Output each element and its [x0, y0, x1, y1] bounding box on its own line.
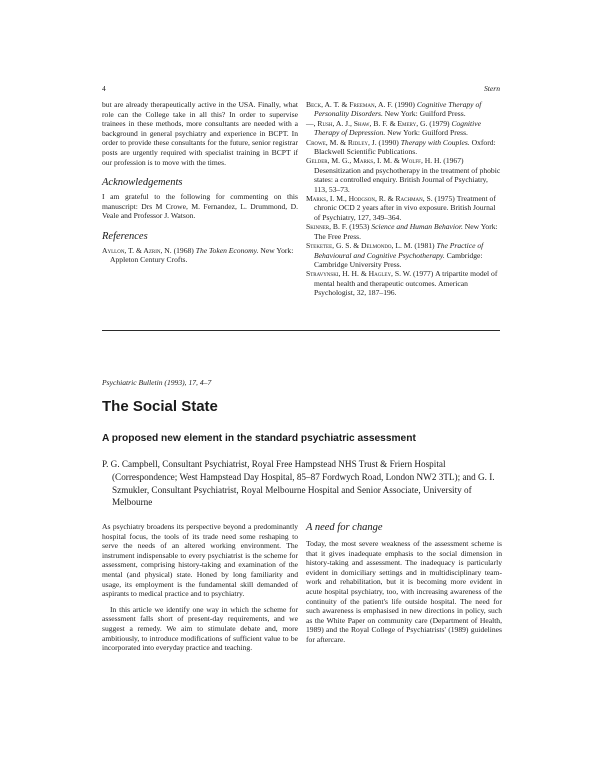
prev-left-column: [102, 100, 298, 265]
reference-entry: [102, 246, 298, 265]
reference-title: Science and Human Behavior.: [371, 222, 463, 232]
reference-details: New York: Appleton Century Crofts.: [110, 245, 294, 265]
reference-entry: [306, 269, 502, 297]
need-for-change-paragraph: Today, the most severe weakness of the assessment scheme is that it gives inadequate emphasis to the social dimension in history-taking and assessment. The inadequacy is particularly evident in domiciliary settings and in multidisciplinary team-work and rehabilitation, but it is becoming more evident in acute hospital psychiatry, too, with increasing awareness of the continuity of the patient's life outside hospital. The need for such awareness is emphasised in new directions in policy, such as the White Paper on community care (Department of Health, 1989) and the Royal College of Psychiatrists' (1989) guidelines for aftercare.: [306, 539, 502, 644]
references-list-right: [306, 100, 502, 298]
reference-authors: Beck, A. T. & Freeman, A. F. (1990): [306, 100, 417, 109]
journal-citation: Psychiatric Bulletin (1993), 17, 4–7: [102, 378, 212, 387]
reference-entry: [306, 156, 502, 194]
reference-authors: Stravynski, H. H. & Hagley, S. W. (1977): [306, 269, 436, 279]
reference-authors: —, Rush, A. J., Shaw, B. F. & Emery, G. (1979): [306, 118, 452, 128]
reference-entry: [306, 119, 502, 138]
reference-title: Cognitive Therapy of Personality Disorders.: [314, 100, 482, 119]
reference-title: The Token Economy.: [195, 245, 259, 255]
article-right-column: [306, 522, 502, 645]
reference-details: New York: The Free Press.: [314, 222, 498, 241]
intro-paragraph-2: In this article we identify one way in which the scheme for assessment falls short of present-day requirements, and we suggest a remedy. We aim to stimulate debate and, more ambitiously, to introduce modifications of sufficient value to be incorporated into everyday practice and teaching.: [102, 604, 298, 653]
reference-authors: Marks, I. M., Hodgson, R. & Rachman, S. (1975): [306, 194, 457, 204]
reference-entry: [306, 241, 502, 269]
reference-authors: Skinner, B. F. (1953): [306, 222, 372, 232]
acknowledgements-heading: Acknowledgements: [102, 177, 183, 189]
acknowledgements-text: I am grateful to the following for commenting on this manuscript: Drs M Crowe, M. Fernandez, L. Drummond, D. Veale and Professor J. Watson.: [102, 192, 298, 221]
article-title: The Social State: [102, 398, 218, 415]
reference-details: A tripartite model of mental health and therapeutic outcomes. American Psychologist, 32, 187–196.: [314, 269, 498, 298]
reference-entry: [306, 138, 502, 157]
reference-title: The Practice of Behavioural and Cognitive Psychotherapy.: [314, 241, 484, 260]
running-head: Stern: [483, 84, 500, 93]
prev-right-column: [306, 100, 502, 298]
author-affiliations: P. G. Campbell, Consultant Psychiatrist, Royal Free Hampstead NHS Trust & Friern Hospital (Correspondence; West Hampstead Day Hospital, 85–87 Fordwych Road, London NW2 3TL); and G. I. Szmukler, Consultant Psychiatrist, Royal Melbourne Hospital and Senior Associate, University of Melbourne: [102, 459, 495, 508]
reference-entry: [306, 100, 502, 119]
reference-details: Cambridge: Cambridge University Press.: [314, 250, 483, 269]
reference-title: Cognitive Therapy of Depression.: [314, 118, 481, 138]
need-for-change-heading: A need for change: [306, 522, 383, 533]
reference-details: Oxford: Blackwell Scientific Publications.: [314, 137, 496, 157]
intro-paragraph-1: As psychiatry broadens its perspective beyond a predominantly hospital focus, the tools of its trade need some reshaping to serve the needs of an altered working environment. The instrument indispensable to every psychiatrist is the scheme for assessment, comprising history-taking and examination of the mental (and physical) state. Honed by long familiarity and usage, its employment is the fundamental skill demanded of aspirants to medical practice and to psychiatry.: [102, 522, 298, 599]
reference-title: Therapy with Couples.: [400, 137, 470, 147]
reference-details: New York: Guilford Press.: [385, 128, 468, 138]
reference-authors: Ayllon, T. & Azrin, N. (1968): [102, 245, 196, 255]
reference-authors: Crowe, M. & Ridley, J. (1990): [306, 137, 401, 147]
reference-authors: Steketee, G. S. & Delmondo, L. M. (1981): [306, 241, 437, 251]
prev-body-paragraph: but are already therapeutically active in the USA. Finally, what role can the College take in all this? In order to supervise trainees in these methods, more consultants are needed with a background in general psychiatry and experience in BCPT. In order to provide these consultants for the future, senior registrar posts are urgently required with specialist training in BCPT if our profession is to move with the times.: [102, 100, 298, 167]
reference-details: New York: Guilford Press.: [382, 109, 466, 119]
article-left-column: [102, 522, 298, 653]
reference-details: Desensitization and psychotherapy in the treatment of phobic states: a controlled enquiry. British Journal of Psychiatry, 113, 53–73.: [314, 165, 501, 194]
references-list-left: [102, 246, 298, 265]
references-heading: References: [102, 230, 148, 242]
reference-entry: [306, 194, 502, 222]
page-number: 4: [102, 84, 106, 93]
reference-details: Treatment of chronic OCD 2 years after in vivo exposure. British Journal of Psychiatry, 127, 349–364.: [314, 194, 496, 222]
reference-authors: Gelder, M. G., Marks, I. M. & Wolff, H. H. (1967): [306, 156, 464, 166]
reference-entry: [306, 222, 502, 241]
article-subtitle: A proposed new element in the standard psychiatric assessment: [102, 433, 416, 444]
article-divider: [102, 330, 500, 331]
